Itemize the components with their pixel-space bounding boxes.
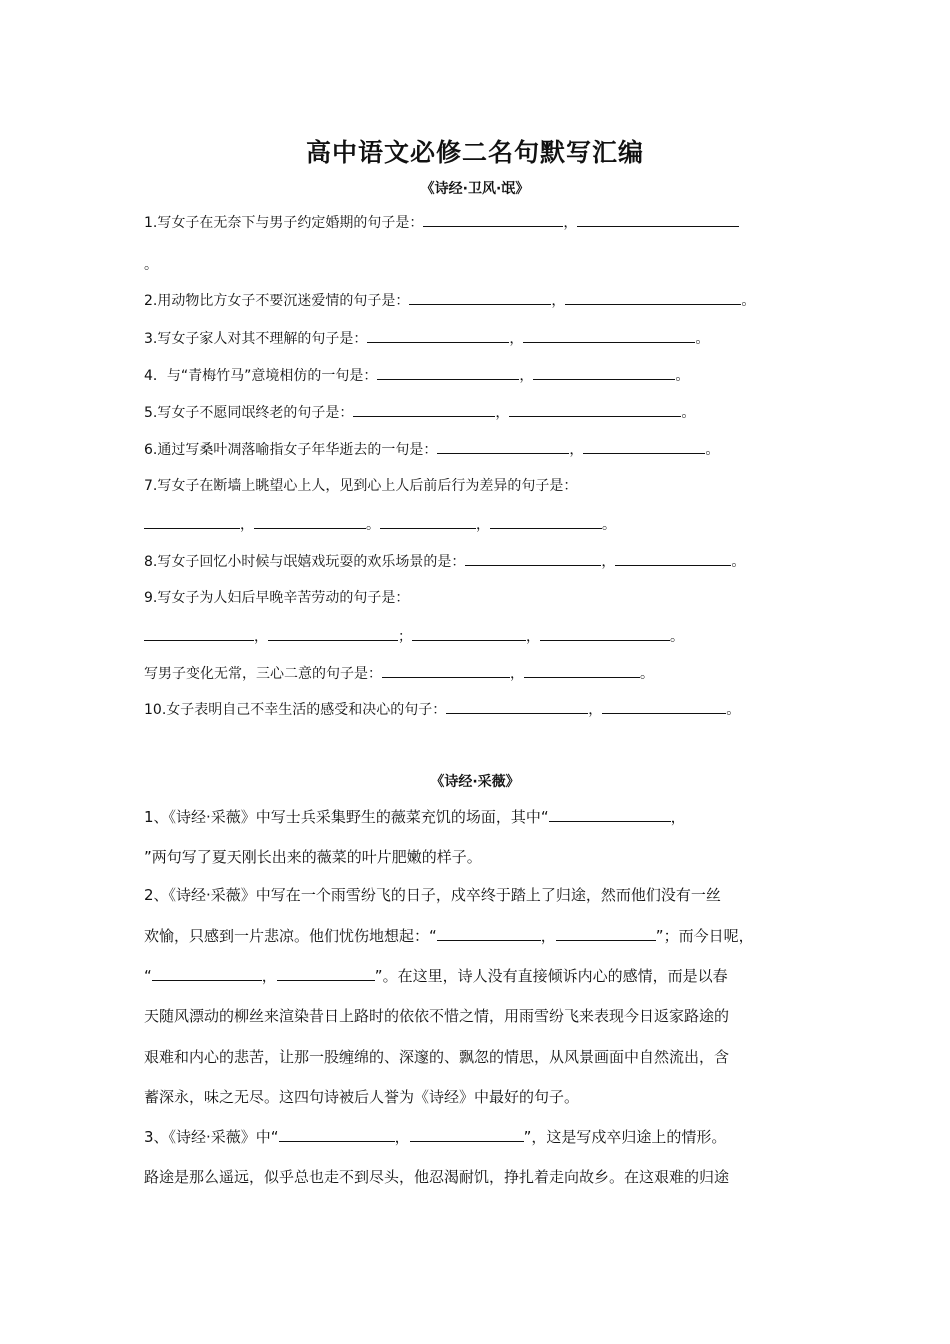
answer-blank[interactable] [353, 402, 495, 417]
answer-blank[interactable] [410, 1127, 524, 1142]
comma: ， [240, 517, 254, 533]
paragraph-1-line-1 [144, 806, 686, 828]
comma: ， [254, 629, 268, 645]
question-6 [144, 439, 719, 460]
answer-blank[interactable] [144, 626, 254, 641]
comma: ， [569, 442, 584, 458]
answer-blank[interactable] [268, 626, 398, 641]
comma: ， [476, 517, 490, 533]
period: 。 [705, 442, 720, 458]
comma: ， [510, 666, 524, 682]
comma: ， [588, 702, 603, 718]
paragraph-3-line-1 [144, 1126, 726, 1148]
question-text: 3.写女子家人对其不理解的句子是： [144, 331, 368, 347]
period: 。 [670, 629, 684, 645]
question-4 [144, 365, 689, 386]
paragraph-2-line-4: 天随风漂动的柳丝来渲染昔日上路时的依依不惜之情，用雨雪纷飞来表现今日返家路途的 [144, 1007, 730, 1025]
answer-blank[interactable] [279, 1127, 395, 1142]
question-text: 10.女子表明自己不幸生活的感受和决心的句子： [144, 702, 447, 718]
paragraph-text: ”；而今日呢， [655, 927, 754, 945]
answer-blank[interactable] [565, 290, 741, 305]
answer-blank[interactable] [533, 365, 675, 380]
question-text: 6.通过写桑叶凋落喻指女子年华逝去的一句是： [144, 442, 438, 458]
paragraph-text: ”。在这里，诗人没有直接倾诉内心的感情，而是以春 [374, 967, 728, 985]
answer-blank[interactable] [556, 926, 656, 941]
paragraph-text: 3、《诗经·采薇》中“ [144, 1128, 279, 1146]
answer-blank[interactable] [577, 212, 739, 227]
period: 。 [681, 405, 696, 421]
comma: ， [563, 215, 578, 231]
paragraph-text: 欢愉，只感到一片悲凉。他们忧伤地想起：“ [144, 927, 437, 945]
section-heading-caiwei: 《诗经·采薇》 [430, 774, 520, 790]
question-text: 5.写女子不愿同氓终老的句子是： [144, 405, 354, 421]
answer-blank[interactable] [277, 966, 375, 981]
paragraph-2-line-6: 蓄深永，味之无尽。这四句诗被后人誉为《诗经》中最好的句子。 [144, 1088, 580, 1106]
period: 。 [741, 293, 756, 309]
comma: ， [394, 1128, 410, 1146]
comma: ， [495, 405, 510, 421]
period: 。 [695, 331, 710, 347]
question-text: 写男子变化无常，三心二意的句子是： [144, 666, 382, 682]
period: 。 [726, 702, 741, 718]
answer-blank[interactable] [377, 365, 519, 380]
answer-blank[interactable] [583, 439, 705, 454]
answer-blank[interactable] [437, 439, 569, 454]
question-3 [144, 328, 709, 349]
paragraph-2-line-5: 艰难和内心的悲苦，让那一股缠绵的、深邃的、飘忽的情思，从风景画面中自然流出，含 [144, 1048, 730, 1066]
answer-blank[interactable] [152, 966, 262, 981]
paragraph-2-line-2 [144, 925, 754, 947]
answer-blank[interactable] [615, 551, 731, 566]
answer-blank[interactable] [602, 699, 726, 714]
page-title: 高中语文必修二名句默写汇编 [305, 138, 644, 167]
answer-blank[interactable] [437, 926, 541, 941]
question-1 [144, 212, 739, 233]
question-8 [144, 551, 745, 572]
semicolon: ； [398, 629, 412, 645]
question-text: 4．与“青梅竹马”意境相仿的一句是： [144, 368, 378, 384]
comma: ， [540, 927, 556, 945]
answer-blank[interactable] [144, 514, 240, 529]
paragraph-text: “ [144, 967, 152, 985]
question-10 [144, 699, 740, 720]
answer-blank[interactable] [367, 328, 509, 343]
question-1-end: 。 [144, 257, 158, 273]
comma: ， [551, 293, 566, 309]
question-7: 7.写女子在断墙上眺望心上人，见到心上人后前后行为差异的句子是： [144, 478, 578, 494]
question-text: 8.写女子回忆小时候与氓嬉戏玩耍的欢乐场景的是： [144, 554, 466, 570]
question-9-answers [144, 626, 684, 647]
answer-blank[interactable] [524, 663, 640, 678]
answer-blank[interactable] [490, 514, 602, 529]
comma: ， [261, 967, 277, 985]
paragraph-1-line-2: ”两句写了夏天刚长出来的薇菜的叶片肥嫩的样子。 [144, 848, 482, 866]
question-5 [144, 402, 695, 423]
answer-blank[interactable] [523, 328, 695, 343]
question-9: 9.写女子为人妇后早晚辛苦劳动的句子是： [144, 590, 410, 606]
answer-blank[interactable] [380, 514, 476, 529]
comma: ， [601, 554, 616, 570]
paragraph-3-line-2: 路途是那么遥远，似乎总也走不到尽头，他忍渴耐饥，挣扎着走向故乡。在这艰难的归途 [144, 1168, 730, 1186]
answer-blank[interactable] [540, 626, 670, 641]
period: 。 [602, 517, 616, 533]
answer-blank[interactable] [423, 212, 563, 227]
answer-blank[interactable] [509, 402, 681, 417]
section-heading-mang: 《诗经·卫风·氓》 [420, 181, 530, 197]
comma: ， [670, 808, 686, 826]
question-text: 2.用动物比方女子不要沉迷爱情的句子是： [144, 293, 410, 309]
answer-blank[interactable] [446, 699, 588, 714]
answer-blank[interactable] [465, 551, 601, 566]
period: 。 [366, 517, 380, 533]
answer-blank[interactable] [549, 807, 671, 822]
answer-blank[interactable] [382, 663, 510, 678]
question-text: 1.写女子在无奈下与男子约定婚期的句子是： [144, 215, 424, 231]
question-2 [144, 290, 755, 311]
period: 。 [675, 368, 690, 384]
paragraph-text: 1、《诗经·采薇》中写士兵采集野生的薇菜充饥的场面，其中“ [144, 808, 549, 826]
answer-blank[interactable] [412, 626, 526, 641]
paragraph-2-line-1: 2、《诗经·采薇》中写在一个雨雪纷飞的日子，戍卒终于踏上了归途，然而他们没有一丝 [144, 886, 721, 904]
comma: ， [519, 368, 534, 384]
question-7-answers [144, 514, 616, 535]
period: 。 [640, 666, 654, 682]
period: 。 [731, 554, 746, 570]
answer-blank[interactable] [254, 514, 366, 529]
comma: ， [526, 629, 540, 645]
paragraph-text: ”，这是写戍卒归途上的情形。 [523, 1128, 727, 1146]
comma: ， [509, 331, 524, 347]
paragraph-2-line-3 [144, 965, 728, 987]
answer-blank[interactable] [409, 290, 551, 305]
question-9b [144, 663, 654, 684]
